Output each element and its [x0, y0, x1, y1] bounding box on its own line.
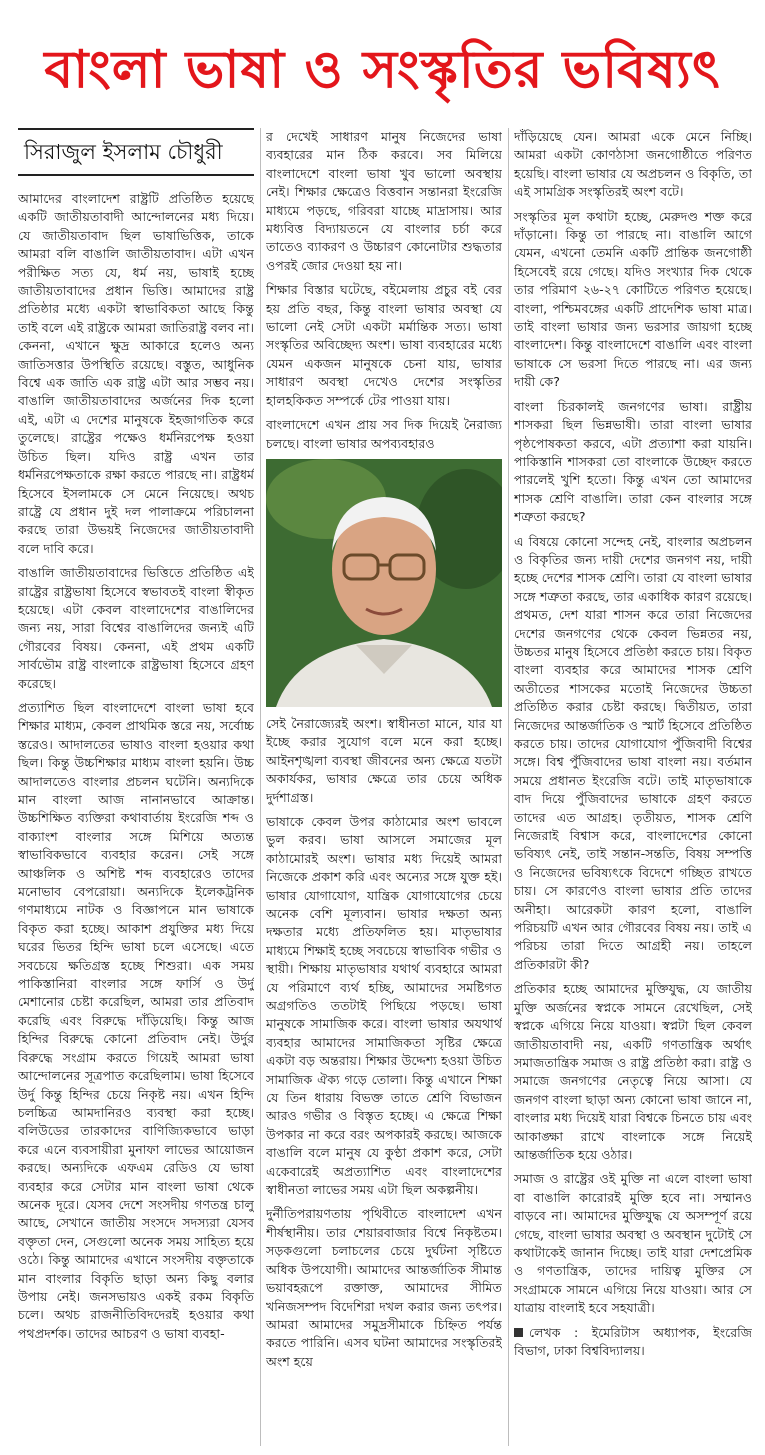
paragraph: শিক্ষার বিস্তার ঘটেছে, বইমেলায় প্রচুর বই বের হয় প্রতি বছর, কিন্তু বাংলা ভাষার অবস্থা যে ভালো নেই সেটা একটা মর্মান্তিক সত্য। ভাষা সংস্কৃতির অবিচ্ছেদ্য অংশ। ভাষা ব্যবহারের মধ্যে যেমন একজন মানুষকে চেনা যায়, ভাষার সাধারণ অবস্থা দেখেও দেশের সংস্কৃতির হালহকিকত সম্পর্কে টের পাওয়া যায়।	[266, 282, 502, 408]
article-column-2	[266, 128, 502, 1446]
column-divider	[260, 128, 261, 1446]
author-note	[514, 1324, 752, 1361]
paragraph: বাঙালি জাতীয়তাবাদের ভিত্তিতে প্রতিষ্ঠিত এই রাষ্ট্রের রাষ্ট্রভাষা হিসেবে স্বভাবতই বাংলা স্বীকৃত হয়েছে। এটা কেবল বাংলাদেশের বাঙালিদের জন্য নয়, সারা বিশ্বের বাঙালিদের জন্যই এটি গৌরবের বিষয়। কেননা, এই প্রথম একটি সার্বভৌম রাষ্ট্র বাংলাকে রাষ্ট্রভাষা হিসেবে গ্রহণ করেছে।	[18, 565, 254, 691]
square-bullet-icon	[514, 1328, 523, 1337]
paragraph: এ বিষয়ে কোনো সন্দেহ নেই, বাংলার অপ্রচলন ও বিকৃতির জন্য দায়ী দেশের জনগণ নয়, দায়ী হচ্ছে দেশের শাসক শ্রেণি। তারা যে বাংলা ভাষার সঙ্গে শত্রুতা করছে, তার একাধিক কারণ রয়েছে। প্রথমত, দেশ যারা শাসন করে তারা নিজেদের দেশের জনগণের থেকে কেবল ভিন্নতর নয়, উচ্চতর মানুষ হিসেবে প্রতিষ্ঠা করতে চায়। বিকৃত বাংলা ব্যবহার করে আমাদের শাসক শ্রেণি অতীতের শাসকের মতোই নিজেদের উচ্চতা প্রতিষ্ঠিত করার চেষ্টা করছে। দ্বিতীয়ত, তারা নিজেদের আন্তর্জাতিক ও স্মার্ট হিসেবে প্রতিষ্ঠিত করতে চায়। তাদের যোগাযোগ পুঁজিবাদী বিশ্বের সঙ্গে। বিশ্ব পুঁজিবাদের ভাষা বাংলা নয়। বর্তমান সময়ে প্রধানত ইংরেজি বটে। তাই মাতৃভাষাকে বাদ দিয়ে পুঁজিবাদের ভাষাকে গ্রহণ করতে তাদের এত আগ্রহ। তৃতীয়ত, শাসক শ্রেণি নিজেরাই বিশ্বাস করে, বাংলাদেশের কোনো ভবিষ্যৎ নেই, তাই সন্তান-সন্ততি, বিষয় সম্পত্তি ও নিজেদের ভবিষ্যৎকে বিদেশে গচ্ছিত রাখতে চায়। সে কারণেও বাংলা ভাষার প্রতি তাদের অনীহা। আরেকটা কারণ হলো, বাঙালি পরিচয়টি এখন আর গৌরবের বিষয় নয়। তাই এ পরিচয় তারা দিতে আগ্রহী নয়। তাহলে প্রতিকারটা কী?	[514, 533, 752, 972]
author-note-text: লেখক : ইমেরিটাস অধ্যাপক, ইংরেজি বিভাগ, ঢাকা বিশ্ববিদ্যালয়।	[514, 1324, 752, 1358]
paragraph: দুর্নীতিপরায়ণতায় পৃথিবীতে বাংলাদেশ এখন শীর্ষস্থানীয়। তার শেয়ারবাজার বিশ্বে নিকৃষ্টতম। সড়কগুলো চলাচলের চেয়ে দুর্ঘটনা সৃষ্টিতে অধিক উপযোগী। আমাদের আন্তর্জাতিক সীমান্ত ভয়াবহরূপে রক্তাক্ত, আমাদের সীমিত খনিজসম্পদ বিদেশিরা দখল করার জন্য তৎপর। আমরা আমাদের সমুদ্রসীমাকে চিহ্নিত পর্যন্ত করতে পারিনি। এসব ঘটনা আমাদের সংস্কৃতিরই অংশ হয়ে	[266, 1206, 502, 1369]
paragraph: সংস্কৃতির মূল কথাটা হচ্ছে, মেরুদণ্ড শক্ত করে দাঁড়ানো। কিন্তু তা পারছে না। বাঙালি আগে যেমন, এখনো তেমনি একটি প্রান্তিক জনগোষ্ঠী হিসেবেই রয়ে গেছে। যদিও সংখ্যার দিক থেকে তার পরিমাণ ২৬-২৭ কোটিতে পরিণত হয়েছে। বাংলা, পশ্চিমবঙ্গের একটি প্রাদেশিক ভাষা মাত্র। তাই বাংলা ভাষার জন্য ভরসার জায়গা হচ্ছে বাংলাদেশ। কিন্তু বাংলাদেশে বাঙালি এবং বাংলা ভাষাকে সে ভরসা দিতে পারছে না। এর জন্য দায়ী কে?	[514, 208, 752, 390]
paragraph: সেই নৈরাজ্যেরই অংশ। স্বাধীনতা মানে, যার যা ইচ্ছে করার সুযোগ বলে মনে করা হচ্ছে। আইনশৃঙ্খলা ব্যবস্থা জীবনের অন্য ক্ষেত্রে যতটা অকার্যকর, ভাষার ক্ষেত্রে তার চেয়ে অধিক দুর্দশাগ্রস্ত।	[266, 715, 502, 805]
author-photo	[266, 459, 502, 707]
paragraph: বাংলা চিরকালই জনগণের ভাষা। রাষ্ট্রীয় শাসকরা ছিল ভিন্নভাষী। তারা বাংলা ভাষার পৃষ্ঠপোষকতা করবে, এটা প্রত্যাশা করা যায়নি। পাকিস্তানি শাসকরা তো বাংলাকে উচ্ছেদ করতে পারলেই খুশি হতো। কিন্তু এখন তো আমাদের শাসক শ্রেণি বাঙালি। তারা কেন বাংলার সঙ্গে শত্রুতা করছে?	[514, 398, 752, 525]
article-column-1	[18, 128, 254, 1446]
paragraph: প্রত্যাশিত ছিল বাংলাদেশে বাংলা ভাষা হবে শিক্ষার মাধ্যম, কেবল প্রাথমিক স্তরে নয়, সর্বোচ্চ স্তরেও। আদালতের ভাষাও বাংলা হওয়ার কথা ছিল। কিন্তু উচ্চশিক্ষার মাধ্যম বাংলা হয়নি। উচ্চ আদালতেও বাংলার প্রচলন ঘটেনি। অন্যদিকে মান বাংলা আজ নানানভাবে আক্রান্ত। উচ্চশিক্ষিত ব্যক্তিরা কথাবার্তায় ইংরেজি শব্দ ও বাক্যাংশ বাংলার সঙ্গে মিশিয়ে অত্যন্ত স্বাভাবিকভাবে ব্যবহার করেন। সেই সঙ্গে আঞ্চলিক ও অশিষ্ট শব্দ ব্যবহারেও তাদের মনোভাব বেপরোয়া। অন্যদিকে ইলেকট্রনিক গণমাধ্যমে নাটক ও বিজ্ঞাপনে মান ভাষাকে বিকৃত করা হচ্ছে। আকাশ প্রযুক্তির মধ্য দিয়ে ঘরের ভিতর হিন্দি ভাষা চলে এসেছে। এতে সবচেয়ে ক্ষতিগ্রস্ত হচ্ছে শিশুরা। এক সময় পাকিস্তানিরা বাংলার সঙ্গে ফার্সি ও উর্দু মেশানোর চেষ্টা করেছিল, আমরা তার প্রতিবাদ করেছি এবং বিরুদ্ধে দাঁড়িয়েছি। কিন্তু আজ হিন্দির বিরুদ্ধে কোনো প্রতিবাদ নেই। উর্দুর বিরুদ্ধে সংগ্রাম করতে গিয়েই আমরা ভাষা আন্দোলনের সূত্রপাত করেছিলাম। ভাষা হিসেবে উর্দু কিন্তু হিন্দির চেয়ে নিকৃষ্ট নয়। এখন হিন্দি চলচ্চিত্র আমদানিরও ব্যবস্থা করা হচ্ছে। বলিউডের তারকাদের বাণিজ্যিকভাবে ভাড়া করে এনে ব্যবসায়ীরা মুনাফা লাভের আয়োজন করছে। অন্যদিকে এফএম রেডিও যে ভাষা ব্যবহার করে সেটার মান বাংলা ভাষা থেকে অনেক দূরে। যেসব দেশে সংসদীয় গণতন্ত্র চালু আছে, সেখানে জাতীয় সংসদে সদস্যরা যেসব বক্তৃতা দেন, সেগুলো অনেক সময় সাহিত্য হয়ে ওঠে। কিন্তু আমাদের এখানে সংসদীয় বক্তৃতাকে মান বাংলার বিকৃতি ছাড়া অন্য কিছু বলার উপায় নেই। জনসভায়ও একই রকম বিকৃতি চলে। অথচ রাজনীতিবিদদেরই হওয়ার কথা পথপ্রদর্শক। তাদের আচরণ ও ভাষা ব্যবহা-	[18, 699, 254, 1341]
paragraph: বাংলাদেশে এখন প্রায় সব দিক দিয়েই নৈরাজ্য চলছে। বাংলা ভাষার অপব্যবহারও	[266, 417, 502, 451]
paragraph: দাঁড়িয়েছে যেন। আমরা একে মেনে নিচ্ছি। আমরা একটা কোণঠাসা জনগোষ্ঠীতে পরিণত হয়েছি। বাংলা ভাষার যে অপ্রচলন ও বিকৃতি, তা এই সামগ্রিক সংস্কৃতিরই অংশ বটে।	[514, 129, 752, 200]
paragraph: আমাদের বাংলাদেশ রাষ্ট্রটি প্রতিষ্ঠিত হয়েছে একটি জাতীয়তাবাদী আন্দোলনের মধ্য দিয়ে। যে জাতীয়তাবাদ ছিল ভাষাভিত্তিক, তাকে আমরা বলি বাঙালি জাতীয়তাবাদ। এটা এখন পরীক্ষিত সত্য যে, ধর্ম নয়, ভাষাই হচ্ছে জাতীয়তাবাদের প্রধান ভিত্তি। আমাদের রাষ্ট্র প্রতিষ্ঠার মধ্যে একটা স্বাভাবিকতা আছে কিন্তু তাই বলে এই রাষ্ট্রকে আমরা জাতিরাষ্ট্র বলব না। কেননা, এখানে ক্ষুদ্র আকারে হলেও অন্য জাতিসত্তার উপস্থিতি রয়েছে। বস্তুত, আধুনিক বিশ্বে এক জাতি এক রাষ্ট্র এটা আর সম্ভব নয়। বাঙালি জাতীয়তাবাদের অর্জনের দিক হলো এই, এটা এ দেশের মানুষকে ইহজাগতিক করে তুলেছে। রাষ্ট্রের পক্ষেও ধর্মনিরপেক্ষ হওয়া উচিত ছিল। যদিও রাষ্ট্র এখন তার ধর্মনিরপেক্ষতাকে রক্ষা করতে পারছে না। রাষ্ট্রধর্ম হিসেবে ইসলামকে সে মেনে নিয়েছে। অথচ রাষ্ট্রে যে প্রধান দুই দল পালাক্রমে পরিচালনা করছে তারা উভয়ই নিজেদের জাতীয়তাবাদী বলে দাবি করে।	[18, 191, 254, 556]
headline: বাংলা ভাষা ও সংস্কৃতির ভবিষ্যৎ	[44, 40, 721, 100]
author-byline: সিরাজুল ইসলাম চৌধুরী	[18, 128, 254, 176]
column-divider	[508, 128, 509, 1446]
paragraph: ভাষাকে কেবল উপর কাঠামোর অংশ ভাবলে ভুল করব। ভাষা আসলে সমাজের মূল কাঠামোরই অংশ। ভাষার মধ্য দিয়েই আমরা নিজেকে প্রকাশ করি এবং অন্যের সঙ্গে যুক্ত হই। ভাষার যোগাযোগ, যান্ত্রিক যোগাযোগের চেয়ে অনেক বেশি মূল্যবান। ভাষার দক্ষতা অন্য দক্ষতার মধ্যে প্রতিফলিত হয়। মাতৃভাষার মাধ্যমে শিক্ষাই হচ্ছে সবচেয়ে স্বাভাবিক গভীর ও স্থায়ী। শিক্ষায় মাতৃভাষার যথার্থ ব্যবহারে আমরা যে পরিমাণে ব্যর্থ হচ্ছি, আমাদের সমষ্টিগত অগ্রগতিও ততটাই পিছিয়ে পড়ছে। ভাষা মানুষকে সামাজিক করে। বাংলা ভাষার অযথার্থ ব্যবহার আমাদের সামাজিকতা সৃষ্টির ক্ষেত্রে একটা বড় অন্তরায়। শিক্ষার উদ্দেশ্য হওয়া উচিত সামাজিক ঐক্য গড়ে তোলা। কিন্তু এখানে শিক্ষা যে তিন ধারায় বিভক্ত তাতে শ্রেণি বিভাজন আরও গভীর ও বিস্তৃত হচ্ছে। এ ক্ষেত্রে শিক্ষা উপকার না করে বরং অপকারই করছে। আজকে বাঙালি বলে মানুষ যে কুণ্ঠা প্রকাশ করে, সেটা একেবারেই অপ্রত্যাশিত এবং বাংলাদেশের স্বাধীনতা লাভের সময় এটা ছিল অকল্পনীয়।	[266, 813, 502, 1198]
article-column-3	[514, 128, 752, 1446]
paragraph: প্রতিকার হচ্ছে আমাদের মুক্তিযুদ্ধ, যে জাতীয় মুক্তি অর্জনের স্বপ্নকে সামনে রেখেছিল, সেই স্বপ্নকে এগিয়ে নিয়ে যাওয়া। স্বপ্নটা ছিল কেবল জাতীয়তাবাদী নয়, একটি গণতান্ত্রিক অর্থাৎ সমাজতান্ত্রিক সমাজ ও রাষ্ট্র প্রতিষ্ঠা করা। রাষ্ট্র ও সমাজে জনগণের নেতৃত্বে নিয়ে আসা। যে জনগণ বাংলা ছাড়া অন্য কোনো ভাষা জানে না, বাংলার মধ্য দিয়েই যারা বিশ্বকে চিনতে চায় এবং আকাঙ্ক্ষা রাখে বাংলাকে সঙ্গে নিয়েই আন্তর্জাতিক হয়ে ওঠার।	[514, 981, 752, 1162]
paragraph: র দেখেই সাধারণ মানুষ নিজেদের ভাষা ব্যবহারের মান ঠিক করবে। সব মিলিয়ে বাংলাদেশে বাংলা ভাষা খুব ভালো অবস্থায় নেই। শিক্ষার ক্ষেত্রেও বিত্তবান সন্তানরা ইংরেজি মাধ্যমে পড়ছে, গরিবরা যাচ্ছে মাদ্রাসায়। আর মধ্যবিত্ত বিদ্যায়তনে যে বাংলার চর্চা করে তাতেও ব্যাকরণ ও উচ্চারণ কোনোটার শুদ্ধতার ওপরই জোর দেওয়া হয় না।	[266, 129, 502, 273]
paragraph: সমাজ ও রাষ্ট্রের ওই মুক্তি না এলে বাংলা ভাষা বা বাঙালি কারোরই মুক্তি হবে না। সম্মানও বাড়বে না। আমাদের মুক্তিযুদ্ধ যে অসম্পূর্ণ রয়ে গেছে, বাংলা ভাষার অবস্থা ও অবস্থান দুটোই সে কথাটাকেই জানান দিচ্ছে। তাই যারা দেশপ্রেমিক ও গণতান্ত্রিক, তাদের দায়িত্ব মুক্তির সে সংগ্রামকে সামনে এগিয়ে নিয়ে যাওয়া। আর সে যাত্রায় বাংলাই হবে সহযাত্রী।	[514, 1171, 752, 1316]
